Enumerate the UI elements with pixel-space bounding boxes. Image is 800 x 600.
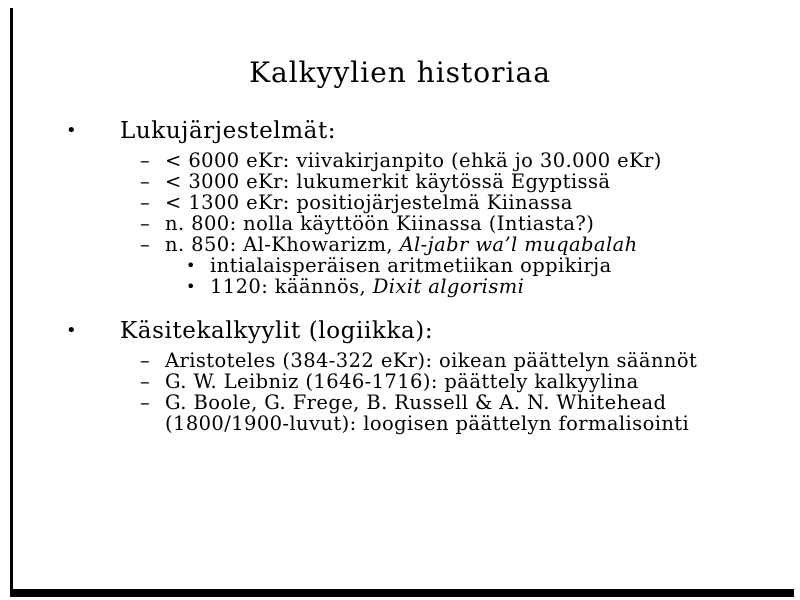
list-item [60,392,780,413]
bullet-icon: • [186,277,196,296]
list-item-continuation [60,413,780,434]
no-marker [140,413,165,434]
slide-title: Kalkyylien historiaa [249,56,551,89]
list-item-text: n. 800: nolla käyttöön Kiinassa (Intiasta?) [165,212,595,235]
list-item [60,234,780,255]
list-item-text: intialaisperäisen aritmetiikan oppikirja [210,254,612,277]
dash-icon: – [140,370,151,393]
dash-icon: – [140,191,151,214]
dash-icon: – [140,391,151,414]
list-item [60,213,780,234]
page-edge-bottom-line [10,589,794,597]
list-subitem [60,276,780,297]
list-item-text: 1120: käännös, Dixit algorismi [210,275,525,298]
section-heading-row [60,117,780,145]
list-item-text: Aristoteles (384-322 eKr): oikean päättelyn säännöt [165,349,698,372]
dash-icon: – [140,149,151,172]
list-item-text: < 3000 eKr: lukumerkit käytössä Egyptissä [165,170,611,193]
list-item [60,192,780,213]
list-item-text: G. W. Leibniz (1646-1716): päättely kalkyylina [165,370,639,393]
list-item [60,371,780,392]
section-heading-row [60,317,780,345]
list-item [60,350,780,371]
dash-icon: – [140,212,151,235]
bullet-icon: • [66,120,78,141]
list-item-text: n. 850: Al-Khowarizm, Al-jabr wa’l muqabalah [165,233,638,256]
section-concept-calculi [60,317,780,434]
dash-icon: – [140,170,151,193]
list-subitem [60,255,780,276]
list-item-text: G. Boole, G. Frege, B. Russell & A. N. Whitehead [165,391,667,414]
dash-icon: – [140,233,151,256]
list-item-text: < 6000 eKr: viivakirjanpito (ehkä jo 30.000 eKr) [165,149,662,172]
list-item [60,171,780,192]
section-heading: Käsitekalkyylit (logiikka): [120,318,434,344]
section-heading: Lukujärjestelmät: [120,118,337,144]
section-number-systems [60,117,780,297]
list-item-text: (1800/1900-luvut): loogisen päättelyn formalisointi [165,412,690,435]
page-edge-left-line [10,8,13,597]
dash-icon: – [140,349,151,372]
bullet-icon: • [66,320,78,341]
list-item [60,150,780,171]
list-item-text: < 1300 eKr: positiojärjestelmä Kiinassa [165,191,573,214]
bullet-icon: • [186,256,196,275]
